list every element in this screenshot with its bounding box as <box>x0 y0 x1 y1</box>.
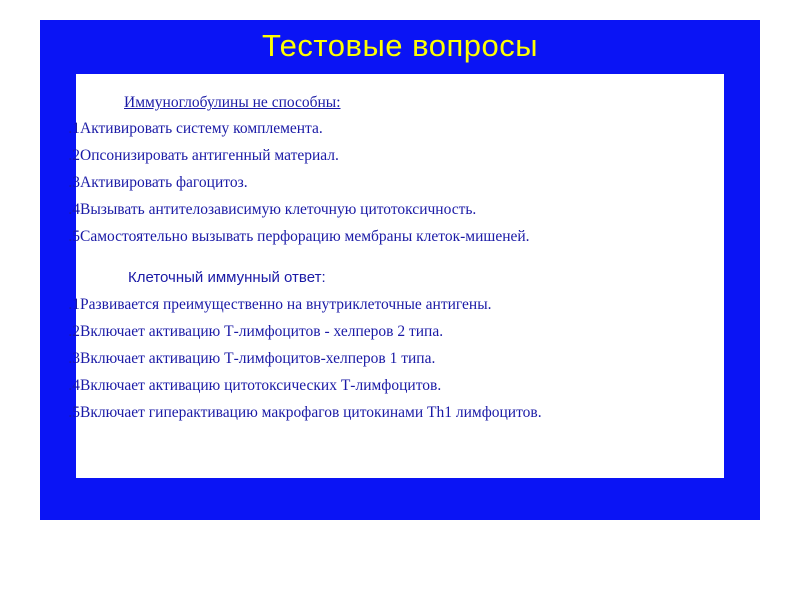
question-1-option-2: 2.Опсонизировать антигенный материал. <box>68 147 339 164</box>
question-1-option-1: 1.Активировать систему комплемента. <box>68 120 323 137</box>
question-2-heading: Клеточный иммунный ответ: <box>128 269 326 286</box>
question-2-option-4: 4.Включает активацию цитотоксических Т-лимфоцитов. <box>68 377 442 394</box>
question-2-option-3: 3.Включает активацию Т-лимфоцитов-хелперов 1 типа. <box>68 350 436 367</box>
slide-frame <box>40 20 760 520</box>
question-2-option-1: 1.Развивается преимущественно на внутриклеточные антигены. <box>68 296 492 313</box>
question-2-option-2: 2.Включает активацию Т-лимфоцитов - хелперов 2 типа. <box>68 323 444 340</box>
question-1-option-5: 5.Самостоятельно вызывать перфорацию мембраны клеток-мишеней. <box>68 228 530 245</box>
question-1-option-3: 3.Активировать фагоцитоз. <box>68 174 248 191</box>
content-panel <box>68 74 724 478</box>
slide-title: Тестовые вопросы <box>261 28 539 63</box>
question-1-option-4: 4.Вызывать антителозависимую клеточную цитотоксичность. <box>68 201 477 218</box>
question-1-heading: Иммуноглобулины не способны: <box>124 94 341 111</box>
question-2-option-5: 5.Включает гиперактивацию макрофагов цитокинами Th1 лимфоцитов. <box>68 404 542 421</box>
